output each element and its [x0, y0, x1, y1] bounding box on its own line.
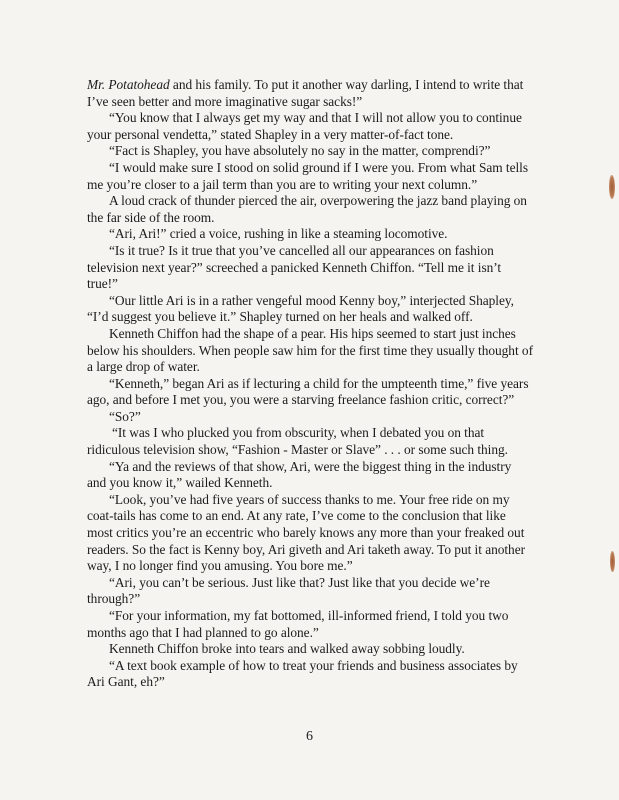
paragraph-text: and his family. To put it another way darling, I intend to write that I’ve seen better and more imaginative sugar sacks!” — [87, 77, 524, 109]
paragraph: “Ari, you can’t be serious. Just like that? Just like that you decide we’re through?” — [87, 574, 490, 607]
paragraph — [87, 77, 533, 110]
paragraph: “Our little Ari is in a rather vengeful mood Kenny boy,” interjected Shapley, “I’d suggest you believe it.” Shapley turned on her heals and walked off. — [87, 292, 514, 325]
paragraph: “Ya and the reviews of that show, Ari, were the biggest thing in the industry and you know it,” wailed Kenneth. — [87, 458, 512, 491]
paragraph: “Is it true? Is it true that you’ve cancelled all our appearances on fashion television next year?” screeched a panicked Kenneth Chiffon. “Tell me it isn’t true!” — [87, 242, 502, 292]
italic-title: Mr. Potatohead — [87, 77, 170, 92]
paragraph: “I would make sure I stood on solid ground if I were you. From what Sam tells me you’re closer to a jail term than you are to writing your next column.” — [87, 159, 529, 192]
paragraph: “Look, you’ve had five years of success thanks to me. Your free ride on my coat-tails has come to an end. At any rate, I’ve come to the conclusion that like most critics you’re an eccentric who barely knows any more than your freaked out readers. So the fact is Kenny boy, Ari giveth and Ari taketh away. To put it another way, I no longer find you amusing. You bore me.” — [87, 491, 526, 574]
paragraph: “It was I who plucked you from obscurity, when I debated you on that ridiculous television show, “Fashion - Master or Slave” . . . or some such thing. — [87, 425, 508, 458]
paragraph: “So?” — [109, 408, 141, 424]
body-text — [87, 77, 533, 691]
paragraph: “Ari, Ari!” cried a voice, rushing in like a steaming locomotive. — [109, 226, 448, 242]
edge-stain — [610, 551, 615, 572]
page-number: 6 — [306, 729, 313, 744]
paragraph: “Fact is Shapley, you have absolutely no say in the matter, comprendi?” — [109, 143, 491, 159]
edge-stain — [609, 175, 615, 199]
paragraph: A loud crack of thunder pierced the air, overpowering the jazz band playing on the far side of the room. — [87, 193, 527, 225]
paragraph: “A text book example of how to treat your friends and business associates by Ari Gant, eh?” — [87, 657, 518, 690]
paragraph: Kenneth Chiffon broke into tears and walked away sobbing loudly. — [109, 641, 465, 657]
paragraph: “You know that I always get my way and that I will not allow you to continue your personal vendetta,” stated Shapley in a very matter-of-fact tone. — [87, 110, 522, 142]
paragraph: “For your information, my fat bottomed, ill-informed friend, I told you two months ago that I had planned to go alone.” — [87, 608, 509, 640]
paragraph: Kenneth Chiffon had the shape of a pear. His hips seemed to start just inches below his shoulders. When people saw him for the first time they usually thought of a large drop of water. — [87, 325, 533, 375]
paragraph: “Kenneth,” began Ari as if lecturing a child for the umpteenth time,” five years ago, and before I met you, you were a starving freelance fashion critic, correct?” — [87, 375, 529, 408]
